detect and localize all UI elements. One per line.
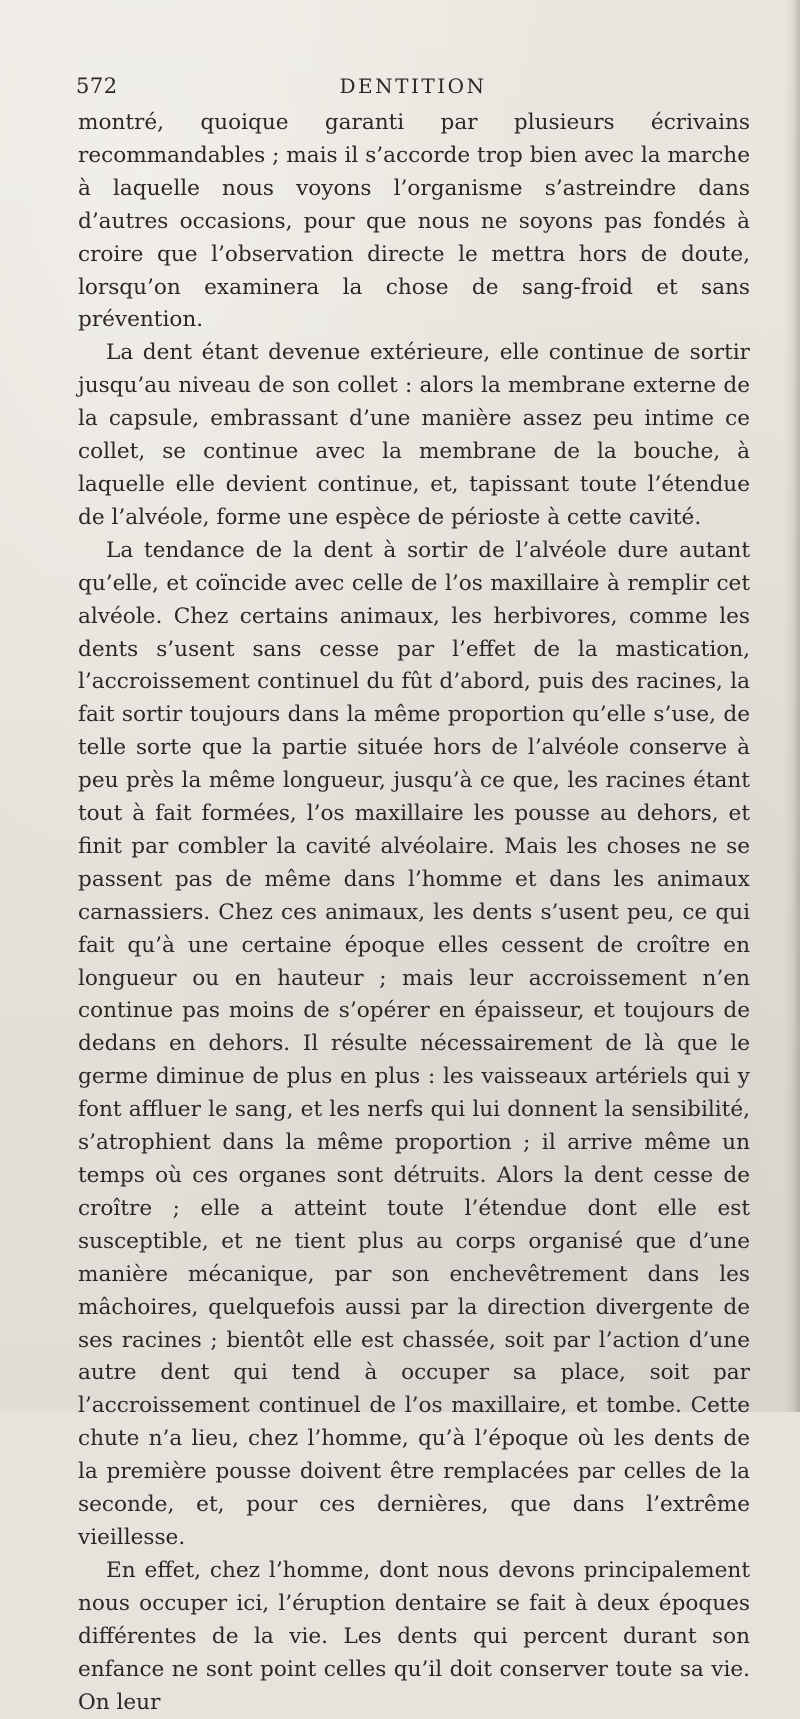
page-header <box>68 74 758 110</box>
paragraph-continued: montré, quoique garanti par plusieurs écrivains recommandables ; mais il s’accorde trop bien avec la marche à laquelle nous voyons l’organisme s’astreindre dans d’autres occasions, pour que nous ne soyons pas fondés à croire que l’observation directe le mettra hors de doute, lorsqu’on examinera la chose de sang-froid et sans prévention. <box>78 110 750 333</box>
paragraph: En effet, chez l’homme, dont nous devons principalement nous occuper ici, l’éruption dentaire se fait à deux époques différentes de la vie. Les dents qui percent durant son enfance ne sont point celles qu’il doit conserver toute sa vie. On leur <box>78 1557 750 1715</box>
page-number: 572 <box>76 74 118 98</box>
body-text <box>78 107 750 1719</box>
page-edge-shadow <box>784 0 800 1412</box>
running-head: DENTITION <box>339 74 487 98</box>
paragraph: La tendance de la dent à sortir de l’alvéole dure autant qu’elle, et coïncide avec celle de l’os maxillaire à remplir cet alvéole. Chez certains animaux, les herbivores, comme les dents s’usent sans cesse par l’effet de la mastication, l’accroissement continuel du fût d’abord, puis des racines, la fait sortir toujours dans la même proportion qu’elle s’use, de telle sorte que la partie située hors de l’alvéole conserve à peu près la même longueur, jusqu’à ce que, les racines étant tout à fait formées, l’os maxillaire les pousse au dehors, et finit par combler la cavité alvéolaire. Mais les choses ne se passent pas de même dans l’homme et dans les animaux carnassiers. Chez ces animaux, les dents s’usent peu, ce qui fait qu’à une certaine époque elles cessent de croître en longueur ou en hauteur ; mais leur accroissement n’en continue pas moins de s’opérer en épaisseur, et toujours de dedans en dehors. Il résulte nécessairement de là que le germe diminue de plus en plus : les vaisseaux artériels qui y font affluer le sang, et les nerfs qui lui donnent la sensibilité, s’atrophient dans la même proportion ; il arrive même un temps où ces organes sont détruits. Alors la dent cesse de croître ; elle a atteint toute l’étendue dont elle est susceptible, et ne tient plus au corps organisé que d’une manière mécanique, par son enchevêtrement dans les mâchoires, quelquefois aussi par la direction divergente de ses racines ; bientôt elle est chassée, soit par l’action d’une autre dent qui tend à occuper sa place, soit par l’accroissement continuel de l’os maxillaire, et tombe. Cette chute n’a lieu, chez l’homme, qu’à l’époque où les dents de la première pousse doivent être remplacées par celles de la seconde, et, pour ces dernières, que dans l’extrême vieillesse. <box>78 537 750 1550</box>
paragraph: La dent étant devenue extérieure, elle continue de sortir jusqu’au niveau de son collet : alors la membrane externe de la capsule, embrassant d’une manière assez peu intime ce collet, se continue avec la membrane de la bouche, à laquelle elle devient continue, et, tapissant toute l’étendue de l’alvéole, forme une espèce de périoste à cette cavité. <box>78 340 750 530</box>
